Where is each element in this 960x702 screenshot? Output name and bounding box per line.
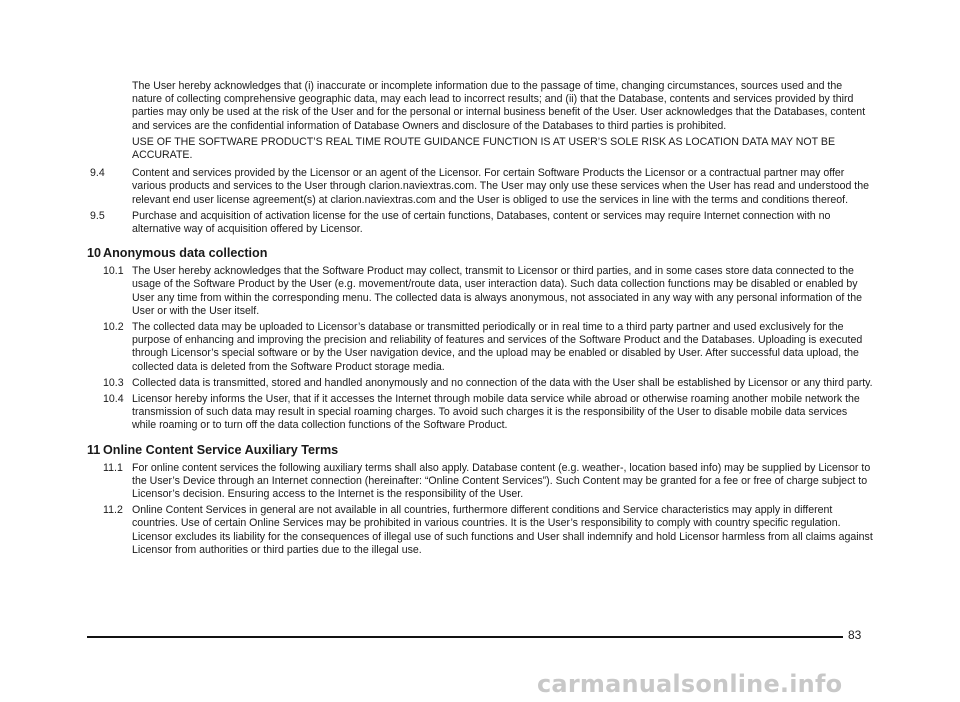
heading-section-10 bbox=[0, 246, 960, 261]
section-10-2 bbox=[0, 321, 960, 374]
page-number: 83 bbox=[848, 628, 862, 642]
section-text: Online Content Services in general are not available in all countries, furthermore different conditions and Service characteristics may apply in different countries. Use of certain Online Services may be prohibited in various countries. It is the User’s responsibility to comply with country specific regulation. Licensor excludes its liability for the consequences of illegal use of such functions and User shall indemnify and hold Licensor harmless from all claims against Licensor from authorities or third parties due to the illegal use. bbox=[132, 504, 873, 556]
section-number: 11.1 bbox=[103, 461, 123, 474]
section-number: 9.5 bbox=[90, 209, 105, 222]
watermark: carmanualsonline.info bbox=[537, 670, 843, 698]
section-11-1 bbox=[0, 462, 960, 502]
section-10-1 bbox=[0, 265, 960, 318]
footer-rule bbox=[87, 636, 843, 638]
section-11-2 bbox=[0, 504, 960, 557]
page-content bbox=[0, 80, 960, 557]
section-number: 10.4 bbox=[103, 393, 124, 406]
section-text: Content and services provided by the Licensor or an agent of the Licensor. For certain Software Products the Licensor or a contractual partner may offer various products and services to the User through clarion.naviextras.com. The User may only use these services when the User has read and understood the relevant end user license agreement(s) at clarion.naviextras.com and the User is obliged to use the services in line with the terms and conditions thereof. bbox=[132, 167, 870, 206]
section-text: Purchase and acquisition of activation license for the use of certain functions, Databases, content or services may require Internet connection with no alternative way of acquisition offered by Licensor. bbox=[132, 209, 831, 236]
heading-number: 10 bbox=[87, 246, 102, 261]
section-text: For online content services the following auxiliary terms shall also apply. Database content (e.g. weather-, location based info) may be supplied by Licensor to the User’s Device through an Internet connection (hereinafter: “Online Content Services”). Such Content may be granted for a fee or free of charge subject to Licensor’s decision. Ensuring access to the Internet is the responsibility of the User. bbox=[132, 461, 871, 501]
section-text: Collected data is transmitted, stored and handled anonymously and no connection of the data with the User shall be established by Licensor or any third party. bbox=[132, 376, 873, 389]
section-number: 11.2 bbox=[103, 504, 123, 517]
section-number: 9.4 bbox=[90, 167, 105, 180]
section-text: Licensor hereby informs the User, that if it accesses the Internet through mobile data service while abroad or otherwise roaming another mobile network the transmission of such data may result in special roaming charges. To avoid such charges it is the responsibility of the User to disable mobile data services while roaming or to turn off the data collection functions of the Software Product. bbox=[132, 393, 860, 432]
section-9-5 bbox=[0, 210, 960, 236]
section-10-4 bbox=[0, 393, 960, 433]
section-9-4 bbox=[0, 167, 960, 207]
heading-section-11 bbox=[0, 443, 960, 458]
section-text: The User hereby acknowledges that the Software Product may collect, transmit to Licensor or third parties, and in some cases store data connected to the usage of the Software Product by the User (e.g. movement/route data, user interaction data). Such data collection functions may be disabled or enabled by User any time from within the corresponding menu. The collected data is always anonymous, not associated in any way with any personal information of the User or with the User itself. bbox=[132, 265, 862, 317]
section-number: 10.1 bbox=[103, 265, 124, 278]
section-text: The collected data may be uploaded to Licensor’s database or transmitted periodically or in real time to a third party partner and used exclusively for the purpose of enhancing and improving the precision and reliability of features and services of the Software Product and the Databases. Uploading is executed through Licensor’s special software or by the User navigation device, and the upload may be enabled or disabled by User. After successful data upload, the collected data is deleted from the Software Product storage media. bbox=[132, 321, 863, 373]
heading-number: 11 bbox=[87, 442, 101, 457]
paragraph-acknowledgement: The User hereby acknowledges that (i) inaccurate or incomplete information due to the passage of time, changing circumstances, sources used and the nature of collecting comprehensive geographic data, may each lead to incorrect results; and (ii) that the Database, contents and services provided by third parties may only be used at the risk of the User and for the personal or internal business benefit of the User. User acknowledges that the Databases, content and services are the confidential information of Database Owners and disclosure of the Databases to third parties is prohibited. bbox=[132, 80, 866, 132]
section-number: 10.2 bbox=[103, 321, 124, 334]
paragraph-route-guidance-warning: USE OF THE SOFTWARE PRODUCT’S REAL TIME ROUTE GUIDANCE FUNCTION IS AT USER’S SOLE RISK AS LOCATION DATA MAY NOT BE ACCURATE. bbox=[132, 135, 836, 162]
section-10-3 bbox=[0, 377, 960, 390]
section-number: 10.3 bbox=[103, 376, 124, 389]
heading-title: Online Content Service Auxiliary Terms bbox=[103, 442, 339, 457]
heading-title: Anonymous data collection bbox=[103, 246, 268, 261]
